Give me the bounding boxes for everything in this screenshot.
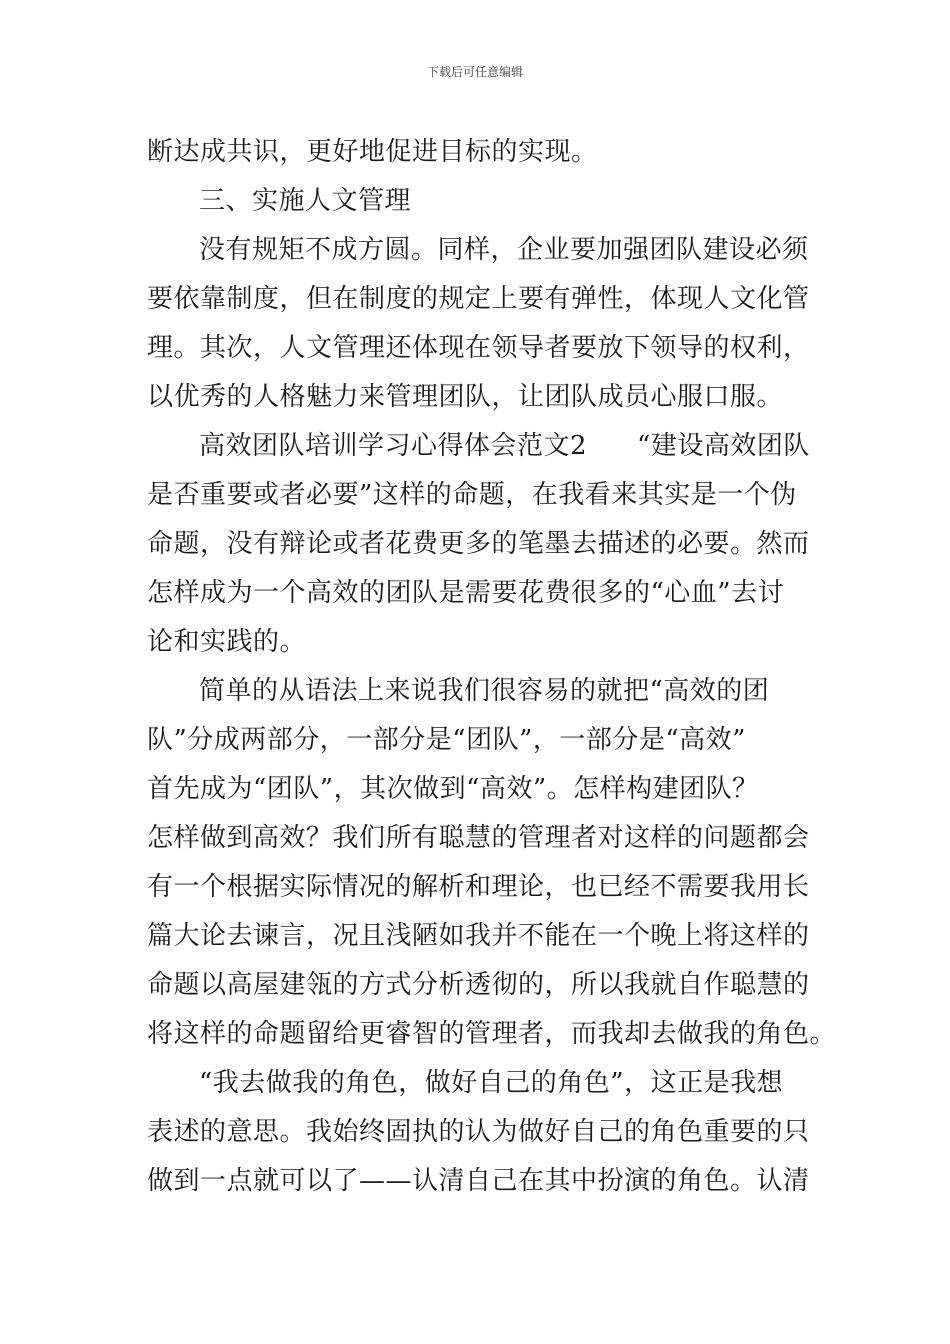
section-heading: 三、实施人文管理 (199, 186, 412, 216)
text-fragment: “建设高效团队 (637, 431, 810, 461)
text-line: 以优秀的人格魅力来管理团队，让团队成员心服口服。 (147, 382, 784, 412)
text-line: 有一个根据实际情况的解析和理论，也已经不需要我用长 (147, 872, 810, 902)
text-line: 将这样的命题留给更睿智的管理者，而我却去做我的角色。 (147, 1019, 837, 1049)
text-line: “我去做我的角色，做好自己的角色”，这正是我想 (199, 1068, 784, 1098)
text-line: 怎样成为一个高效的团队是需要花费很多的“心血”去讨 (147, 578, 785, 608)
text-line: 没有规矩不成方圆。同样，企业要加强团队建设必须 (199, 235, 809, 265)
text-line: 简单的从语法上来说我们很容易的就把“高效的团 (199, 676, 770, 706)
text-line: 要依靠制度，但在制度的规定上要有弹性，体现人文化管 (147, 284, 810, 314)
text-line: 命题，没有辩论或者花费更多的笔墨去描述的必要。然而 (147, 529, 810, 559)
text-line: 怎样做到高效？我们所有聪慧的管理者对这样的问题都会 (147, 823, 810, 853)
text-line: 表述的意思。我始终固执的认为做好自己的角色重要的只 (147, 1117, 810, 1147)
text-line (147, 422, 810, 471)
text-line: 是否重要或者必要”这样的命题，在我看来其实是一个伪 (147, 480, 797, 510)
text-line: 做到一点就可以了——认清自己在其中扮演的角色。认清 (147, 1166, 810, 1196)
text-line: 断达成共识，更好地促进目标的实现。 (147, 137, 598, 167)
text-line: 首先成为“团队”，其次做到“高效”。怎样构建团队？ (147, 774, 759, 804)
page-header: 下载后可任意编辑 (426, 65, 523, 79)
text-line: 论和实践的。 (147, 627, 307, 657)
text-line: 篇大论去谏言，况且浅陋如我并不能在一个晚上将这样的 (147, 921, 810, 951)
text-line: 命题以高屋建瓴的方式分析透彻的，所以我就自作聪慧的 (147, 970, 810, 1000)
text-line: 理。其次，人文管理还体现在领导者要放下领导的权利， (147, 333, 810, 363)
text-line: 队”分成两部分，一部分是“团队”，一部分是“高效” (147, 725, 746, 755)
essay-title: 高效团队培训学习心得体会范文2 (199, 431, 588, 461)
body-text (147, 128, 837, 1206)
